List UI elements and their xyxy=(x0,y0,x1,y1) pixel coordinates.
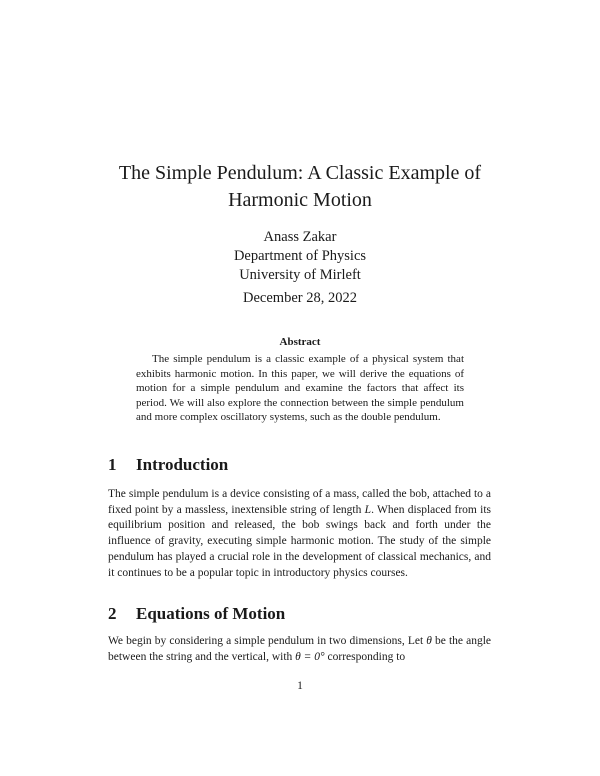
section-heading-introduction xyxy=(108,455,228,475)
length-symbol: L xyxy=(364,503,372,516)
theta-symbol: θ xyxy=(426,635,432,647)
abstract-text: The simple pendulum is a classic example of a physical system that exhibits harmonic motion. In this paper, we will derive the equations of motion for a simple pendulum and examine the factors that affect its period. We will also explore the connection between the simple pendulum and more complex oscillatory systems, such as the double pendulum. xyxy=(136,353,464,424)
intro-text-part2: . When displaced from its equilibrium position and released, the bob swings back and forth under the influence of gravity, executing simple harmonic motion. The study of the simple pendulum has played a crucial role in the development of classical mechanics, and it continues to be a popular topic in introductory physics courses. xyxy=(108,503,491,579)
equations-paragraph xyxy=(108,634,491,665)
author-block xyxy=(60,228,540,285)
author-university: University of Mirleft xyxy=(239,267,361,283)
author-department: Department of Physics xyxy=(233,248,367,264)
theta-equation: θ = 0° xyxy=(295,650,325,663)
section-title: Equations of Motion xyxy=(136,604,286,623)
title-line-1: The Simple Pendulum: A Classic Example of xyxy=(118,162,482,184)
section-heading-equations-of-motion xyxy=(108,604,285,624)
eq-text-part1: We begin by considering a simple pendulum in two dimensions, Let xyxy=(108,635,427,647)
paper-date: December 28, 2022 xyxy=(243,290,357,306)
abstract-heading: Abstract xyxy=(279,336,321,348)
eq-text-part3: corresponding to xyxy=(324,650,406,663)
section-number: 2 xyxy=(108,604,117,623)
section-number: 1 xyxy=(108,455,117,474)
paper-title xyxy=(60,160,540,214)
page-number: 1 xyxy=(297,680,303,692)
intro-text-part1: The simple pendulum is a device consisting of a mass, called the bob, attached to a fixed point by a massless, inextensible string of length xyxy=(108,488,491,516)
section-title: Introduction xyxy=(136,455,229,474)
title-line-2: Harmonic Motion xyxy=(228,189,372,211)
author-name: Anass Zakar xyxy=(263,229,337,245)
eq-text-part2: be the angle between the string and the vertical, with xyxy=(108,635,491,663)
introduction-paragraph xyxy=(108,487,491,581)
